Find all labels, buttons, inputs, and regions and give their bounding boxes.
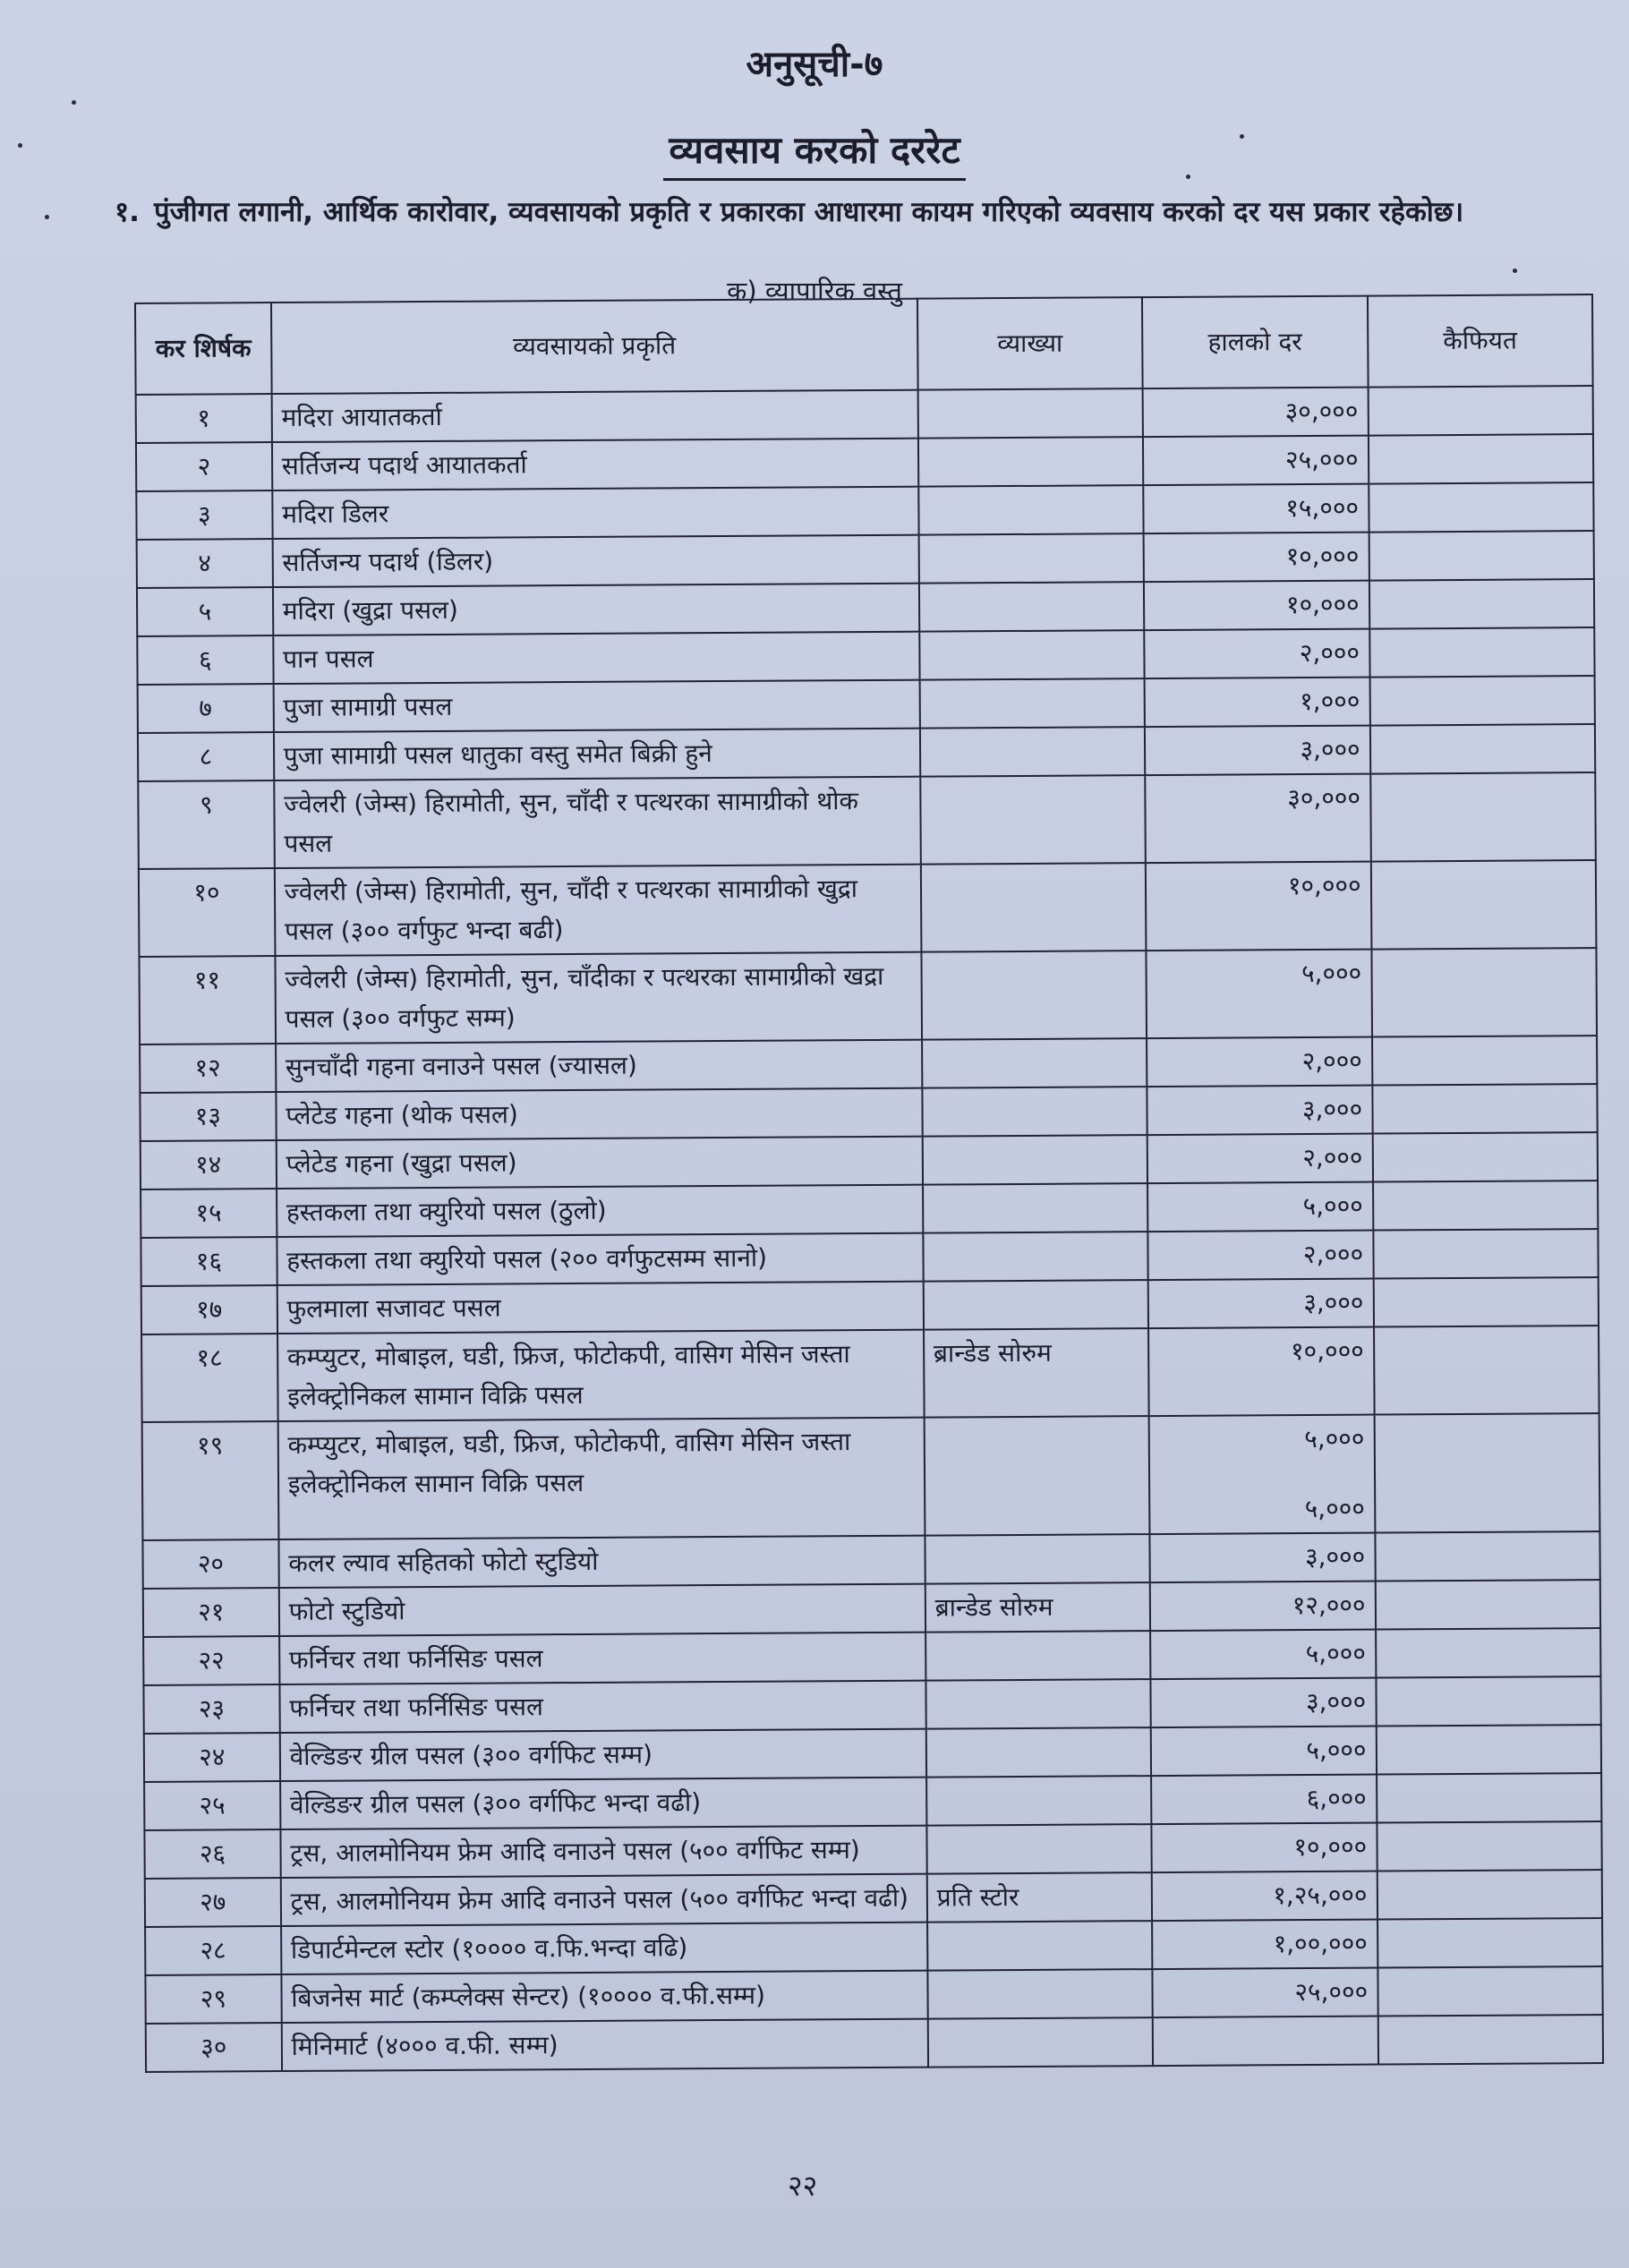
paper-speck: [45, 215, 49, 219]
table-row: [140, 1036, 1597, 1093]
row-rate-cell: [1153, 2016, 1378, 2067]
row-nature-cell: ट्रस, आलमोनियम फ्रेम आदि वनाउने पसल (५०० वर्गफिट सम्म): [280, 1826, 926, 1878]
row-rate-cell: [1147, 1182, 1373, 1232]
row-nature-cell: हस्तकला तथा क्युरियो पसल (ठुलो): [277, 1185, 923, 1237]
row-remarks-cell: [1375, 1580, 1600, 1630]
row-rate-cell: [1150, 1630, 1376, 1680]
table-row: [144, 1821, 1601, 1879]
row-remarks-cell: [1377, 1918, 1603, 1968]
row-explanation-cell: [923, 1183, 1148, 1233]
rate-value: २,०००: [1299, 637, 1360, 669]
table-row: [140, 1084, 1597, 1141]
row-explanation-cell: [926, 1824, 1152, 1874]
row-explanation-cell: [922, 1038, 1147, 1088]
row-rate-cell: [1147, 1037, 1372, 1087]
row-explanation-cell: [917, 388, 1143, 439]
table-row: [136, 434, 1593, 491]
table-row: [138, 772, 1596, 869]
row-nature-cell: बिजनेस मार्ट (कम्प्लेक्स सेन्टर) (१०००० व.फी.सम्म): [281, 1971, 927, 2023]
rate-value: ५,०००: [1302, 1190, 1363, 1222]
row-rate-cell: [1147, 1134, 1373, 1184]
row-nature-cell: फुलमाला सजावट पसल: [277, 1282, 923, 1334]
table-row: [142, 1413, 1600, 1540]
row-nature-cell: पान पसल: [273, 632, 919, 684]
table-row: [141, 1277, 1599, 1334]
row-nature-cell: डिपार्टमेन्टल स्टोर (१०००० व.फि.भन्दा वढि): [281, 1923, 927, 1974]
row-remarks-cell: [1369, 724, 1595, 774]
rate-value-secondary: ५,०००: [1304, 1493, 1365, 1524]
row-nature-cell: ज्वेलरी (जेम्स) हिरामोती, सुन, चाँदी र पत्थरका सामाग्रीको खुद्रा पसल (३०० वर्गफुट भन्दा बढी): [275, 865, 922, 956]
row-nature-cell: हस्तकला तथा क्युरियो पसल (२०० वर्गफुटसम्म सानो): [277, 1233, 923, 1285]
row-code-cell: १०: [139, 868, 275, 957]
rate-value: [1163, 2021, 1368, 2022]
row-explanation-cell: [918, 437, 1144, 487]
row-rate-cell: [1144, 629, 1369, 679]
row-code-cell: २२: [143, 1636, 279, 1685]
tax-rate-table: [134, 294, 1604, 2073]
row-explanation-cell: [925, 1534, 1150, 1584]
row-rate-cell: [1148, 1279, 1374, 1329]
table-row: [144, 1725, 1601, 1782]
rate-value: ३०,०००: [1287, 782, 1361, 814]
row-nature-cell: मदिरा आयातकर्ता: [271, 390, 917, 442]
row-explanation-cell: [923, 1232, 1148, 1282]
rate-value: १०,०००: [1293, 1831, 1368, 1863]
table-row: [145, 1918, 1602, 1975]
row-code-cell: १५: [141, 1189, 277, 1238]
row-remarks-cell: [1375, 1531, 1600, 1582]
row-remarks-cell: [1376, 1628, 1601, 1678]
row-remarks-cell: [1369, 676, 1595, 726]
row-code-cell: २: [136, 442, 272, 491]
row-code-cell: २५: [144, 1781, 280, 1830]
table-body: [136, 386, 1603, 2072]
doc-title: व्यवसाय करको दररेट: [663, 124, 965, 181]
schedule-title: अनुसूची-७: [746, 44, 883, 85]
row-rate-cell: [1143, 484, 1369, 534]
category-heading: क) व्यापारिक वस्तु: [727, 276, 902, 306]
row-code-cell: १: [136, 394, 272, 443]
row-nature-cell: मदिरा (खुद्रा पसल): [273, 584, 919, 635]
row-nature-cell: ज्वेलरी (जेम्स) हिरामोती, सुन, चाँदीका र पत्थरका सामाग्रीको खद्रा पसल (३०० वर्गफुट सम्म): [275, 952, 922, 1044]
table-row: [143, 1628, 1600, 1685]
row-nature-cell: मदिरा डिलर: [272, 487, 918, 539]
row-code-cell: २७: [145, 1878, 281, 1927]
row-rate-cell: [1144, 581, 1369, 631]
row-remarks-cell: [1373, 1277, 1599, 1327]
row-nature-cell: पुजा सामाग्री पसल धातुका वस्तु समेत बिक्री हुने: [274, 729, 920, 780]
rate-value: १२,०००: [1292, 1590, 1366, 1621]
row-remarks-cell: [1377, 1773, 1602, 1823]
table-row: [143, 1676, 1600, 1734]
rate-value: २,०००: [1302, 1142, 1363, 1173]
row-explanation-cell: प्रति स्टोर: [927, 1872, 1153, 1923]
row-explanation-cell: [926, 1727, 1152, 1778]
table-row: [136, 482, 1593, 540]
table-row: [141, 1181, 1598, 1238]
row-rate-cell: [1152, 1920, 1377, 1970]
row-remarks-cell: [1372, 1132, 1598, 1182]
row-remarks-cell: [1369, 627, 1595, 678]
row-code-cell: १९: [142, 1421, 279, 1540]
table-row: [142, 1531, 1599, 1589]
row-rate-cell: [1145, 774, 1370, 864]
row-explanation-cell: [926, 1776, 1152, 1826]
row-remarks-cell: [1369, 531, 1594, 581]
row-explanation-cell: [918, 533, 1144, 584]
row-code-cell: ८: [138, 732, 274, 781]
paper-speck: [72, 100, 76, 105]
row-nature-cell: सर्तिजन्य पदार्थ (डिलर): [272, 535, 918, 587]
row-nature-cell: फोटो स्टुडियो: [278, 1584, 925, 1636]
row-code-cell: १८: [141, 1334, 277, 1422]
table-row: [138, 724, 1595, 781]
row-nature-cell: सुनचाँदी गहना वनाउने पसल (ज्यासल): [276, 1040, 922, 1092]
row-remarks-cell: [1370, 860, 1596, 950]
row-rate-cell: [1144, 533, 1369, 583]
row-nature-cell: कलर ल्याव सहितको फोटो स्टुडियो: [278, 1536, 925, 1588]
row-explanation-cell: ब्रान्डेड सोरुम: [925, 1582, 1151, 1633]
row-remarks-cell: [1372, 1036, 1598, 1086]
row-remarks-cell: [1373, 1229, 1599, 1279]
rate-value: ३,०००: [1305, 1686, 1367, 1718]
header-current-rate: हालको दर: [1142, 296, 1368, 389]
rate-value: ३,०००: [1303, 1287, 1364, 1318]
row-explanation-cell: [918, 485, 1144, 535]
rate-value: १,०००: [1300, 686, 1360, 717]
row-remarks-cell: [1370, 772, 1596, 862]
row-nature-cell: सर्तिजन्य पदार्थ आयातकर्ता: [272, 439, 918, 490]
row-rate-cell: [1153, 1968, 1378, 2018]
header-nature: व्यवसायको प्रकृति: [271, 299, 918, 394]
rate-value: २५,०००: [1284, 444, 1359, 475]
paper-speck: [1240, 134, 1244, 139]
row-nature-cell: फर्निचर तथा फर्निसिङ पसल: [279, 1681, 925, 1733]
rate-value: १,००,०००: [1273, 1928, 1368, 1959]
row-code-cell: २९: [145, 1974, 281, 2024]
row-code-cell: ४: [137, 539, 273, 588]
table-row: [139, 860, 1597, 957]
rate-value: १०,०००: [1285, 541, 1360, 572]
row-explanation-cell: [920, 727, 1146, 777]
row-remarks-cell: [1371, 948, 1597, 1037]
row-rate-cell: [1151, 1727, 1377, 1777]
row-rate-cell: [1152, 1823, 1377, 1873]
table-row: [139, 948, 1597, 1044]
table-row: [141, 1132, 1598, 1189]
row-code-cell: ९: [138, 780, 274, 869]
row-explanation-cell: [919, 630, 1145, 680]
table-row: [141, 1229, 1598, 1286]
paper-speck: [1186, 175, 1190, 179]
table-row: [146, 2015, 1603, 2072]
rate-value: १०,०००: [1287, 870, 1361, 901]
row-rate-cell: [1145, 726, 1370, 776]
rate-value: ३,०००: [1301, 1094, 1363, 1125]
table-row: [141, 1326, 1599, 1422]
row-explanation-cell: [919, 678, 1145, 729]
row-code-cell: १४: [141, 1140, 277, 1189]
table-row: [137, 627, 1594, 685]
row-explanation-cell: [921, 951, 1147, 1040]
row-remarks-cell: [1373, 1181, 1599, 1231]
row-code-cell: २०: [142, 1539, 278, 1589]
row-explanation-cell: [927, 1921, 1153, 1971]
row-rate-cell: [1150, 1582, 1376, 1632]
row-explanation-cell: [919, 582, 1145, 632]
rate-value: ३,०००: [1300, 734, 1360, 765]
row-rate-cell: [1148, 1327, 1374, 1417]
rate-value: २,०००: [1301, 1045, 1362, 1077]
rate-value: ५,०००: [1301, 958, 1362, 989]
row-code-cell: ६: [137, 635, 273, 685]
header-code: कर शिर्षक: [135, 303, 271, 395]
rate-value: ३०,०००: [1284, 396, 1359, 427]
row-rate-cell: [1143, 436, 1369, 486]
row-explanation-cell: [927, 1969, 1153, 2019]
row-code-cell: २६: [144, 1829, 280, 1879]
row-code-cell: २८: [145, 1926, 281, 1975]
rate-value: ५,०००: [1306, 1735, 1367, 1766]
table-header-row: [135, 294, 1593, 395]
table-row: [137, 579, 1594, 636]
row-explanation-cell: ब्रान्डेड सोरुम: [924, 1328, 1149, 1418]
row-nature-cell: मिनिमार्ट (४००० व.फी. सम्म): [281, 2019, 927, 2071]
row-nature-cell: वेल्डिङर ग्रील पसल (३०० वर्गफिट सम्म): [279, 1729, 925, 1781]
intro-paragraph: [115, 192, 1547, 230]
row-nature-cell: पुजा सामाग्री पसल: [273, 680, 919, 732]
row-nature-cell: ट्रस, आलमोनियम फ्रेम आदि वनाउने पसल (५०० वर्गफिट भन्दा वढी): [280, 1874, 926, 1926]
row-rate-cell: [1147, 950, 1372, 1039]
row-code-cell: २३: [143, 1684, 279, 1734]
row-explanation-cell: [921, 863, 1147, 952]
row-rate-cell: [1151, 1775, 1377, 1825]
row-code-cell: १३: [140, 1092, 276, 1141]
row-nature-cell: वेल्डिङर ग्रील पसल (३०० वर्गफिट भन्दा वढी): [280, 1778, 926, 1829]
row-nature-cell: कम्प्युटर, मोबाइल, घडी, फ्रिज, फोटोकपी, वासिग मेसिन जस्ता इलेक्ट्रोनिकल सामान विक्रि पसल: [277, 1330, 925, 1421]
row-nature-cell: फर्निचर तथा फर्निसिङ पसल: [279, 1633, 925, 1684]
row-code-cell: ५: [137, 587, 273, 636]
intro-number: १.: [115, 196, 140, 228]
row-nature-cell: ज्वेलरी (जेम्स) हिरामोती, सुन, चाँदी र पत्थरका सामाग्रीको थोक पसल: [274, 777, 921, 868]
row-rate-cell: [1149, 1415, 1375, 1535]
rate-value: ६,०००: [1306, 1783, 1367, 1814]
row-rate-cell: [1148, 1231, 1374, 1281]
rate-value: १५,०००: [1285, 492, 1360, 524]
table-row: [136, 386, 1593, 443]
row-explanation-cell: [925, 1679, 1151, 1729]
row-code-cell: २१: [143, 1588, 279, 1637]
rate-value: २,०००: [1302, 1239, 1364, 1270]
row-explanation-cell: [922, 1087, 1147, 1137]
row-remarks-cell: [1377, 1821, 1602, 1872]
table-row: [138, 676, 1595, 733]
doc-title-wrapper: [0, 124, 1629, 181]
row-rate-cell: [1146, 862, 1371, 951]
row-remarks-cell: [1376, 1676, 1601, 1727]
rate-value: १०,०००: [1290, 1335, 1364, 1367]
row-remarks-cell: [1372, 1084, 1598, 1134]
row-remarks-cell: [1368, 386, 1593, 436]
row-remarks-cell: [1377, 2015, 1603, 2065]
row-remarks-cell: [1377, 1870, 1602, 1920]
row-remarks-cell: [1369, 434, 1594, 484]
row-remarks-cell: [1369, 482, 1594, 533]
row-code-cell: १६: [141, 1237, 277, 1286]
row-explanation-cell: [928, 2017, 1154, 2068]
row-remarks-cell: [1376, 1725, 1601, 1775]
row-code-cell: २४: [144, 1733, 280, 1782]
row-explanation-cell: [925, 1631, 1151, 1681]
row-explanation-cell: [920, 775, 1146, 865]
row-rate-cell: [1145, 678, 1370, 728]
paper-speck: [1513, 269, 1517, 273]
row-explanation-cell: [924, 1416, 1149, 1536]
table-row: [144, 1773, 1601, 1830]
row-remarks-cell: [1374, 1326, 1599, 1415]
row-nature-cell: प्लेटेड गहना (थोक पसल): [276, 1088, 922, 1140]
row-rate-cell: [1147, 1086, 1373, 1136]
row-code-cell: ३०: [146, 2023, 282, 2072]
row-code-cell: १७: [141, 1285, 277, 1334]
row-rate-cell: [1143, 388, 1369, 438]
table-row: [145, 1966, 1602, 2024]
row-code-cell: ७: [138, 684, 274, 733]
page-number: २२: [788, 2169, 818, 2203]
row-rate-cell: [1151, 1678, 1377, 1728]
row-nature-cell: प्लेटेड गहना (खुद्रा पसल): [276, 1137, 922, 1189]
rate-value: १०,०००: [1285, 589, 1360, 620]
paper-speck: [18, 143, 22, 148]
row-explanation-cell: [923, 1280, 1148, 1330]
intro-text: पुंजीगत लगानी, आर्थिक कारोवार, व्यवसायको प्रकृति र प्रकारका आधारमा कायम गरिएको व्यवसाय करको दर यस प्रकार रहेकोछ।: [154, 196, 1464, 228]
row-remarks-cell: [1374, 1413, 1599, 1533]
row-rate-cell: [1150, 1533, 1376, 1583]
rate-value: ३,०००: [1304, 1541, 1366, 1573]
header-explanation: व्याख्या: [917, 297, 1143, 390]
rate-value: १,२५,०००: [1273, 1880, 1368, 1911]
rate-value: २५,०००: [1294, 1976, 1369, 2008]
row-remarks-cell: [1369, 579, 1595, 629]
row-explanation-cell: [923, 1135, 1148, 1185]
table-row: [143, 1580, 1600, 1637]
table-row: [145, 1870, 1602, 1927]
row-rate-cell: [1152, 1872, 1377, 1922]
table-row: [137, 531, 1594, 588]
rate-value: ५,०००: [1304, 1423, 1365, 1454]
row-code-cell: ११: [139, 956, 275, 1044]
row-code-cell: ३: [136, 490, 272, 540]
rate-value: ५,०००: [1305, 1638, 1366, 1669]
row-nature-cell: कम्प्युटर, मोबाइल, घडी, फ्रिज, फोटोकपी, वासिग मेसिन जस्ता इलेक्ट्रोनिकल सामान विक्रि पसल: [277, 1418, 925, 1539]
row-remarks-cell: [1377, 1966, 1603, 2016]
header-remarks: कैफियत: [1368, 294, 1593, 388]
row-code-cell: १२: [140, 1044, 276, 1093]
